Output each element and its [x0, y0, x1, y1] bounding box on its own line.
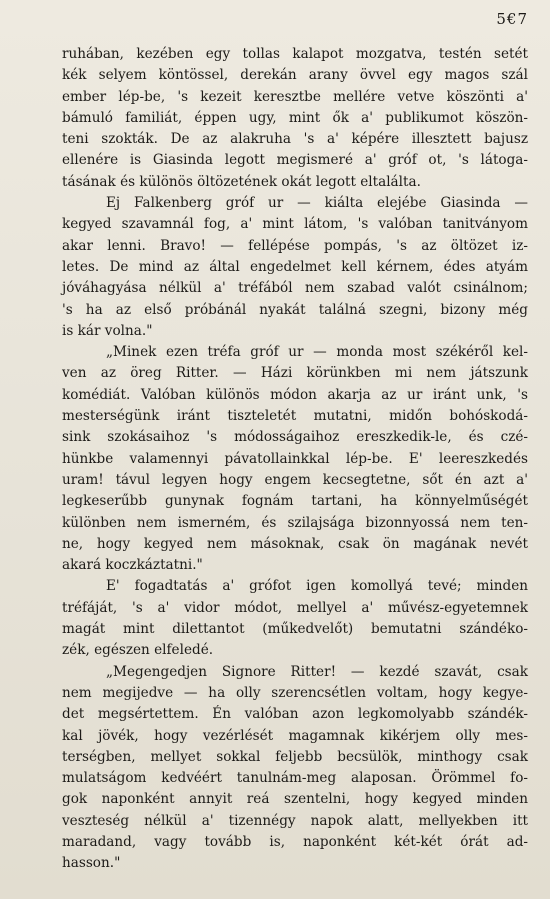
page-number: 5€7 [496, 10, 528, 28]
text-line: jóváhagyása nélkül a' tréfából nem szabad valót csinálnom; [62, 280, 528, 297]
text-line: tréfáját, 's a' vidor módot, mellyel a' művész-egyetemnek [62, 599, 528, 616]
text-line: mulatságom kedvéért tanulnám-meg alaposan. Örömmel fo- [62, 770, 528, 787]
text-line: kal jövék, hogy vezérlését magamnak kikérjem olly mes- [62, 727, 528, 744]
body-text [62, 44, 528, 875]
text-line: különben nem ismerném, és szilajsága bizonnyossá nem ten- [62, 514, 528, 531]
text-line: terségben, mellyet sokkal feljebb becsülök, minthogy csak [62, 748, 528, 765]
text-line: det megsértettem. Én valóban azon legkomolyabb szándék- [62, 706, 528, 723]
text-line: gok naponként annyit reá szentelni, hogy kegyed minden [62, 791, 528, 808]
text-line: magát mint dilettantot (műkedvelőt) bemutatni szándéko- [62, 621, 528, 638]
text-line: letes. De mind az által engedelmet kell kérnem, édes atyám [62, 258, 528, 275]
text-line: hünkbe valamennyi pávatollainkkal lép-be. E' leereszkedés [62, 450, 528, 467]
text-line: kék selyem köntössel, derekán arany övvel egy magos szál [62, 67, 528, 84]
text-line: tásának és különös öltözetének okát legott eltalálta. [62, 173, 421, 190]
text-line: ven az öreg Ritter. — Házi körünkben mi nem játszunk [62, 365, 528, 382]
text-line: hasson." [62, 855, 121, 872]
text-line: Ej Falkenberg gróf ur — kiálta elejébe Giasinda — [106, 195, 528, 212]
text-line: „Megengedjen Signore Ritter! — kezdé szavát, csak [106, 663, 528, 680]
text-line: „Minek ezen tréfa gróf ur — monda most székéről kel- [106, 344, 528, 361]
text-line: veszteség nélkül a' tizennégy napok alatt, mellyekben itt [62, 812, 528, 829]
text-line: ruhában, kezében egy tollas kalapot mozgatva, testén setét [62, 46, 528, 62]
text-line: maradand, vagy tovább is, naponként két-két órát ad- [62, 833, 528, 850]
text-line: teni szokták. De az alakruha 's a' képére illesztett bajusz [62, 131, 528, 148]
text-line: bámuló familiát, éppen ugy, mint ők a' publikumot köszön- [62, 109, 528, 126]
text-line: akará koczkáztatni." [62, 557, 203, 574]
text-line: is kár volna." [62, 322, 153, 339]
text-line: legkeserűbb gunynak fognám tartani, ha könnyelműségét [62, 493, 528, 510]
text-line: ellenére is Giasinda legott megismeré a' gróf ot, 's látoga- [62, 152, 528, 169]
text-line: zék, egészen elfeledé. [62, 642, 214, 659]
text-line: 's ha az első próbánál nyakát találná szegni, bizony még [62, 301, 528, 318]
text-line: mesterségünk iránt tiszteletét mutatni, midőn bohóskodá- [62, 408, 528, 425]
text-line: uram! távul legyen hogy engem kecsegtetne, sőt én azt a' [62, 471, 528, 488]
text-line: E' fogadtatás a' grófot igen komollyá tevé; minden [106, 578, 528, 595]
text-line: nem megijedve — ha olly szerencsétlen voltam, hogy kegye- [62, 684, 528, 701]
text-line: kegyed szavamnál fog, a' mint látom, 's valóban tanitványom [62, 216, 528, 233]
text-line: ne, hogy kegyed nem másoknak, csak ön magának nevét [62, 535, 528, 552]
text-line: akar lenni. Bravo! — fellépése pompás, 's az öltözet iz- [62, 237, 528, 254]
text-line: komédiát. Valóban különös módon akarja az ur iránt unk, 's [62, 386, 528, 403]
text-line: ember lép-be, 's kezeit keresztbe mellére vetve köszönti a' [62, 88, 528, 105]
text-line: sink szokásaihoz 's módosságaihoz ereszkedik-le, és czé- [62, 429, 528, 446]
